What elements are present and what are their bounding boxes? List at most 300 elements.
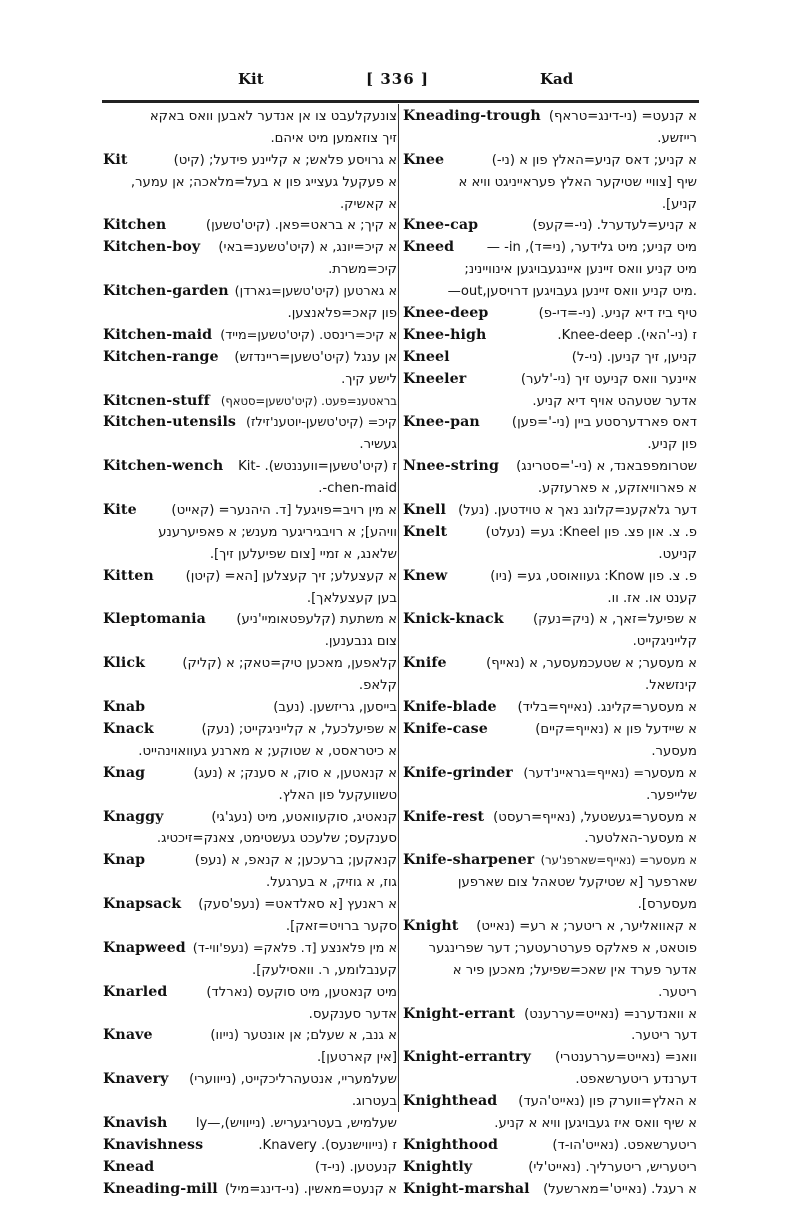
pronunciation-gloss: (נעג) (193, 765, 223, 781)
yiddish-definition (202, 719, 397, 741)
pronunciation-gloss: (נאייף=בליד) (517, 700, 593, 716)
yiddish-definition (218, 237, 397, 259)
yiddish-definition (662, 194, 697, 216)
definition-text: דער גלאקענ=קלונג נאך א טוידטען. (493, 503, 697, 519)
continuation-line (403, 631, 697, 653)
yiddish-definition (528, 1157, 697, 1179)
yiddish-definition (584, 828, 697, 850)
definition-text: קניען, זיך קניען. (606, 349, 697, 365)
definition-text: א מין פלאנצע [ד. פלאק= (252, 940, 397, 956)
continuation-line (403, 434, 697, 456)
definition-text: קינזשאל. (645, 678, 697, 694)
definition-text: א משתעת (340, 612, 397, 628)
headword: Knife-sharpener (403, 852, 535, 869)
yiddish-definition (286, 916, 397, 938)
definition-text: א קנעט=מאשין. (303, 1181, 397, 1197)
yiddish-definition (309, 1004, 397, 1026)
dictionary-entry-line (403, 1047, 697, 1069)
yiddish-definition (532, 215, 697, 237)
continuation-line (403, 478, 697, 500)
yiddish-definition (658, 982, 697, 1004)
definition-text: דאס פארדערסטע ביין (574, 415, 697, 431)
header-rule (102, 100, 699, 103)
pronunciation-gloss: (נאייף=שארפנ'ער) (540, 853, 636, 868)
yiddish-definition (325, 631, 397, 653)
definition-text: שארפער [א שטיקעל שטאהל צום שארפען (457, 875, 697, 891)
yiddish-definition (206, 982, 397, 1004)
continuation-line (403, 1113, 697, 1135)
pronunciation-gloss: (ני-'לער) (520, 371, 571, 387)
continuation-line (103, 828, 397, 850)
headword: Knead (103, 1158, 155, 1175)
pronunciation-gloss: (נעפ'ווי-ד) (192, 940, 249, 956)
dictionary-entry-line (103, 325, 397, 347)
yiddish-definition (638, 894, 697, 916)
definition-text: א גנב, א שעלם; אן אונטער (243, 1028, 397, 1044)
definition-text: .Knavery .ז (258, 1137, 397, 1153)
yiddish-definition (512, 412, 697, 434)
definition-text: א וואנדערנ= (623, 1006, 697, 1022)
yiddish-definition (235, 281, 397, 303)
pronunciation-gloss: (נאייט'הו-ד) (552, 1137, 620, 1153)
definition-text: גוז, א גוזיק, א בערגעל. (266, 875, 397, 891)
yiddish-definition (171, 500, 397, 522)
pronunciation-gloss: (נעלט) (485, 524, 526, 540)
definition-text: זיך צוזאמען מיט איהם. (270, 130, 397, 146)
dictionary-entry-line (103, 281, 397, 303)
dictionary-entry-line (103, 609, 397, 631)
definition-text: —out,מיט קניע וואס זיינען געבויגען דרויסען. (447, 284, 697, 300)
yiddish-definition (458, 872, 697, 894)
yiddish-definition (493, 807, 697, 829)
definition-text: ריטערשאפט. (623, 1137, 697, 1153)
dictionary-entry-line (103, 1113, 397, 1135)
definition-text: שעלמיש, בעטריגעריש. (269, 1115, 397, 1131)
continuation-line (103, 106, 397, 128)
headword: Kitchen-range (103, 348, 219, 365)
headword: Knighthead (403, 1093, 498, 1110)
yiddish-definition (131, 172, 397, 194)
dictionary-entry-line (403, 653, 697, 675)
definition-text: אדער פערד אין שאכ=שפיעל; מאכען פיר א (452, 962, 697, 978)
yiddish-definition (157, 828, 397, 850)
headword: Knell (403, 502, 446, 519)
yiddish-definition (234, 347, 397, 369)
yiddish-definition (549, 106, 697, 128)
pronunciation-gloss: (ני-'האי) (640, 327, 689, 343)
definition-text: מיט קנאטען, מיט סוקעס (257, 984, 397, 1000)
yiddish-definition (541, 850, 697, 872)
continuation-line (403, 544, 697, 566)
definition-text: קנאטיג, סוקעוואטע, מיט (256, 809, 397, 825)
pronunciation-gloss: (נאייט) (476, 918, 516, 934)
definition-text: פוטאט, א פאלקס פערטרעטער; דער שפרינגער (428, 940, 697, 956)
yiddish-definition (317, 1047, 397, 1069)
headword: Knife (403, 655, 447, 672)
definition-text: .-chen-maid (318, 481, 397, 497)
definition-text: מיט קניע; מיט גלידער, (570, 240, 697, 256)
continuation-line (403, 172, 697, 194)
pronunciation-gloss: (נעל) (458, 503, 490, 519)
continuation-line (403, 938, 697, 960)
headword: Knarled (103, 983, 168, 1000)
headword: Knavish (103, 1114, 168, 1131)
headword: Knee-pan (403, 414, 480, 431)
definition-text: א מעסער= (633, 765, 697, 781)
definition-text: דערנדע ריטערשאפט. (575, 1072, 697, 1088)
headword: Kitchen (103, 217, 167, 234)
dictionary-entry-line (103, 1157, 397, 1179)
yiddish-definition (198, 894, 397, 916)
dictionary-entry-line (103, 894, 397, 916)
headword: Knee-high (403, 326, 487, 343)
definition-text: קנאקען; ברעכען; א קנאפ, א (231, 853, 397, 869)
definition-text: א גרויסע פלאש; א קליינע פידעל; (208, 152, 397, 168)
yiddish-definition (487, 237, 697, 259)
yiddish-definition (196, 1113, 397, 1135)
dictionary-entry-line (403, 215, 697, 237)
continuation-line (103, 916, 397, 938)
running-head-right: Kad (540, 70, 574, 88)
headword: Knapsack (103, 896, 182, 913)
dictionary-entry-line (403, 609, 697, 631)
pronunciation-gloss: (ני-ד) (314, 1159, 346, 1175)
pronunciation-gloss: (קליק) (182, 656, 222, 672)
yiddish-definition (352, 1091, 397, 1113)
yiddish-definition (524, 1004, 697, 1026)
continuation-line (103, 872, 397, 894)
continuation-line (403, 675, 697, 697)
definition-text: איינער וואס קניעט זיך (575, 371, 697, 387)
dictionary-entry-line (403, 325, 697, 347)
dictionary-entry-line (403, 1157, 697, 1179)
pronunciation-gloss: (נייוויש),—ly (195, 1115, 266, 1131)
definition-text: א קיכ=יונג, א (319, 240, 397, 256)
yiddish-definition (607, 588, 697, 610)
yiddish-definition (657, 128, 697, 150)
pronunciation-gloss: (נאייף=רעסט) (493, 809, 576, 825)
yiddish-definition (658, 544, 697, 566)
definition-text: א שפיעלכעל, א קלייניגקייט; (238, 721, 397, 737)
dictionary-entry-line (403, 106, 697, 128)
definition-text: א ראנעץ [א סאלדאט= (264, 897, 397, 913)
dictionary-entry-line (403, 347, 697, 369)
definition-text: צום גנבענען. (324, 634, 397, 650)
yiddish-definition (543, 1179, 697, 1201)
yiddish-definition (359, 675, 397, 697)
yiddish-definition (315, 1157, 397, 1179)
definition-text: ריטער. (658, 984, 697, 1000)
yiddish-definition (221, 391, 397, 413)
continuation-line (103, 128, 397, 150)
definition-text: וואנ= (664, 1050, 697, 1066)
definition-text: .Knee-deep .ז (557, 327, 697, 343)
yiddish-definition (266, 872, 397, 894)
definition-text: א מעסער= (639, 853, 697, 868)
yiddish-definition (448, 281, 697, 303)
dictionary-entry-line (403, 719, 697, 741)
yiddish-definition (476, 916, 697, 938)
pronunciation-gloss: (נאייט=עררענטרי) (554, 1050, 661, 1066)
headword: Kitchen-garden (103, 283, 229, 300)
yiddish-definition (220, 325, 397, 347)
yiddish-definition (186, 566, 397, 588)
continuation-line (403, 982, 697, 1004)
pronunciation-gloss: (ני-דינג=טראף) (548, 109, 638, 124)
definition-text: טיף ביז דיא קניע. (600, 306, 697, 322)
continuation-line (103, 303, 397, 325)
pronunciation-gloss: (ני=ד), in- — (486, 240, 567, 256)
dictionary-entry-line (103, 653, 397, 675)
definition-text: א רעגל. (651, 1181, 697, 1197)
yiddish-definition (631, 1025, 697, 1047)
dictionary-entry-line (103, 763, 397, 785)
definition-text: בראטענ=פעט. (321, 393, 397, 408)
continuation-line (103, 194, 397, 216)
definition-text: פ. צ. און פצ. פון Kneel: גע= (529, 524, 697, 540)
yiddish-definition (557, 325, 697, 347)
headword: Knightly (403, 1158, 473, 1175)
yiddish-definition (494, 1113, 697, 1135)
headword: Knave (103, 1027, 153, 1044)
continuation-line (403, 128, 697, 150)
definition-text: פון קניע. (647, 437, 697, 453)
pronunciation-gloss: (קיט'טשען-יוטענ'זילז) (245, 415, 364, 431)
headword: Knight (403, 917, 459, 934)
definition-text: [אין קארטען]. (316, 1050, 397, 1066)
dictionary-entry-line (103, 237, 397, 259)
dictionary-entry-line (103, 391, 397, 413)
pronunciation-gloss: (ניק=נעק) (532, 612, 595, 628)
yiddish-definition (429, 938, 697, 960)
dictionary-entry-line (103, 500, 397, 522)
dictionary-entry-line (103, 1179, 397, 1201)
yiddish-definition (307, 588, 397, 610)
pronunciation-gloss: (קיט'טשען) (205, 218, 271, 234)
pronunciation-gloss: (נייוו) (210, 1028, 240, 1044)
definition-text: דער ריטער. (631, 1028, 697, 1044)
pronunciation-gloss: (נעפ) (194, 853, 227, 869)
continuation-line (103, 1004, 397, 1026)
pronunciation-gloss: (קיט'טשען=ריינדזש) (234, 349, 350, 365)
headword: Kite (103, 502, 137, 519)
definition-text: א האלץ=ווערק פון (589, 1094, 697, 1110)
pronunciation-gloss: (נאייף) (486, 656, 525, 672)
definition-text: א קאשיק. (339, 196, 397, 212)
continuation-line (103, 960, 397, 982)
headword: Kitchen-maid (103, 326, 213, 343)
pronunciation-gloss: (קיט) (173, 152, 205, 168)
continuation-line (403, 281, 697, 303)
definition-text: קענט או. אז. וו. (607, 590, 697, 606)
yiddish-definition (328, 259, 397, 281)
yiddish-definition (518, 1091, 697, 1113)
yiddish-definition (341, 369, 397, 391)
column-divider (398, 104, 399, 1112)
definition-text: פ. צ. פון Know: געוואוסט, גע= (516, 568, 697, 584)
continuation-line (403, 588, 697, 610)
continuation-line (403, 894, 697, 916)
dictionary-entry-line (403, 697, 697, 719)
yiddish-definition (193, 763, 397, 785)
yiddish-definition (646, 785, 697, 807)
definition-text: א פעקעל געצייג פון א בעל=מלאכה; אן עמער, (130, 174, 397, 190)
definition-text: א שיידעל פון א (613, 721, 697, 737)
dictionary-entry-line (103, 938, 397, 960)
pronunciation-gloss: (ני-) (491, 152, 515, 168)
dictionary-entry-line (103, 1025, 397, 1047)
dictionary-entry-line (403, 1135, 697, 1157)
headword: Knavishness (103, 1136, 204, 1153)
left-column (103, 106, 397, 1201)
pronunciation-gloss: (קיט'טשען=גארדן) (234, 284, 340, 300)
definition-text: קלייניגקייט. (632, 634, 697, 650)
headword: Knick-knack (403, 611, 504, 628)
headword: Knife-blade (403, 699, 497, 716)
yiddish-definition (453, 960, 697, 982)
continuation-line (103, 369, 397, 391)
definition-text: א גארטען (343, 284, 397, 300)
continuation-line (103, 741, 397, 763)
dictionary-entry-line (403, 456, 697, 478)
yiddish-definition (521, 369, 697, 391)
yiddish-definition (651, 741, 697, 763)
dictionary-entry-line (403, 303, 697, 325)
dictionary-entry-line (103, 982, 397, 1004)
running-head-left: Kit (238, 70, 264, 88)
definition-text: קנעטען. (349, 1159, 397, 1175)
pronunciation-gloss: (נייווישנעס) (325, 1137, 389, 1153)
yiddish-definition (288, 303, 398, 325)
dictionary-entry-line (103, 412, 397, 434)
yiddish-definition (206, 215, 397, 237)
headword: Knapweed (103, 939, 186, 956)
dictionary-entry-line (403, 763, 697, 785)
yiddish-definition (492, 150, 697, 172)
dictionary-entry-line (103, 697, 397, 719)
continuation-line (403, 741, 697, 763)
pronunciation-gloss: (ני-=די-פ) (538, 306, 597, 322)
dictionary-entry-line (403, 916, 697, 938)
definition-text: קיכ=משרת. (328, 262, 397, 278)
definition-text: סקער ברויט=זאק]. (285, 918, 397, 934)
yiddish-definition (647, 434, 697, 456)
continuation-line (403, 785, 697, 807)
headword: Kitchen-boy (103, 239, 201, 256)
yiddish-definition (633, 631, 697, 653)
dictionary-entry-line (103, 807, 397, 829)
definition-text: וויהע]; א רויבגיריגער מענש; א פאפיערענע (158, 524, 397, 540)
headword: Kitchen-utensils (103, 414, 237, 431)
dictionary-entry-line (103, 566, 397, 588)
definition-text: א שיף וואס איז געבויגען וויא א קניע. (494, 1115, 697, 1131)
definition-text: אדער שטעהט אויף דיא קניע. (532, 393, 697, 409)
headword: Knaggy (103, 808, 164, 825)
dictionary-entry-line (403, 237, 697, 259)
headword: Knight-errant (403, 1005, 516, 1022)
continuation-line (403, 194, 697, 216)
headword: Kitten (103, 567, 154, 584)
definition-text: שלייפער. (646, 787, 697, 803)
yiddish-definition (252, 960, 397, 982)
headword: Knavery (103, 1071, 169, 1088)
pronunciation-gloss: (ני-'=סטרינג) (516, 459, 593, 475)
yiddish-definition (535, 719, 697, 741)
definition-text: א קאוואליער, א ריטער; א רע= (519, 918, 697, 934)
headword: Knife-grinder (403, 764, 513, 781)
headword: Knight-marshal (403, 1180, 530, 1197)
headword: Kitchen-wench (103, 458, 224, 475)
continuation-line (103, 675, 397, 697)
yiddish-definition (236, 609, 397, 631)
definition-text: א קנעט= (641, 109, 697, 124)
pronunciation-gloss: (קאייט) (171, 503, 215, 519)
pronunciation-gloss: (נאייף=קיים) (535, 721, 609, 737)
definition-text: געשיר. (359, 437, 397, 453)
definition-text: מעסערס]. (637, 897, 697, 913)
headword: Knee-deep (403, 305, 489, 322)
definition-text: קלאפ. (358, 678, 397, 694)
yiddish-definition (486, 522, 697, 544)
pronunciation-gloss: (נייווערי) (189, 1072, 237, 1088)
dictionary-entry-line (403, 522, 697, 544)
definition-text: קניעט. (658, 546, 697, 562)
yiddish-definition (210, 1025, 397, 1047)
definition-text: אדער סענקעס. (308, 1006, 397, 1022)
definition-text: א קיכ=רינסט. (319, 327, 397, 343)
definition-text: שלאנג, א זמיי [צום שפיעלען זיך]. (209, 546, 397, 562)
headword: Kneed (403, 239, 455, 256)
pronunciation-gloss: (נאייט'=מארשעל) (543, 1181, 647, 1197)
definition-text: רייזשע. (657, 130, 697, 146)
headword: Kneading-trough (403, 108, 541, 124)
yiddish-definition (195, 850, 397, 872)
definition-text: קיכ= (367, 415, 397, 431)
definition-text: א כיטראסט, א שטוקע; א מארנע געוואוינהייט. (138, 743, 397, 759)
pronunciation-gloss: (ני-'=פען) (511, 415, 570, 431)
pronunciation-gloss: (נעג'גי) (211, 809, 253, 825)
headword: Kneel (403, 348, 450, 365)
yiddish-definition (279, 785, 397, 807)
headword: Kneading-mill (103, 1180, 218, 1197)
headword: Knight-errantry (403, 1049, 531, 1066)
yiddish-definition (359, 434, 397, 456)
page-number: [ 336 ] (366, 70, 429, 88)
yiddish-definition (516, 456, 697, 478)
definition-text: לישע קיך. (341, 371, 397, 387)
continuation-line (103, 478, 397, 500)
yiddish-definition (270, 128, 397, 150)
headword: Kitcnen-stuff (103, 392, 210, 409)
definition-text: קניע]. (661, 196, 697, 212)
dictionary-entry-line (403, 1004, 697, 1026)
yiddish-definition (555, 1047, 697, 1069)
continuation-line (403, 960, 697, 982)
headword: Knew (403, 567, 448, 584)
yiddish-definition (552, 1135, 697, 1157)
yiddish-definition (182, 653, 397, 675)
headword: Knighthood (403, 1136, 498, 1153)
pronunciation-gloss: (קיט'טשען=סטאף) (220, 393, 318, 408)
continuation-line (403, 1025, 697, 1047)
continuation-line (103, 588, 397, 610)
yiddish-definition (273, 697, 397, 719)
definition-text: צונעקלעבט צו אן אנדער לאבען וואס באקא (149, 109, 397, 124)
yiddish-definition (225, 1179, 397, 1201)
definition-text: א מעסער; א שטעכמעסער, א (529, 656, 697, 672)
pronunciation-gloss: (נעב) (273, 700, 305, 716)
pronunciation-gloss: (קיט'טשענ=באי) (218, 240, 315, 256)
